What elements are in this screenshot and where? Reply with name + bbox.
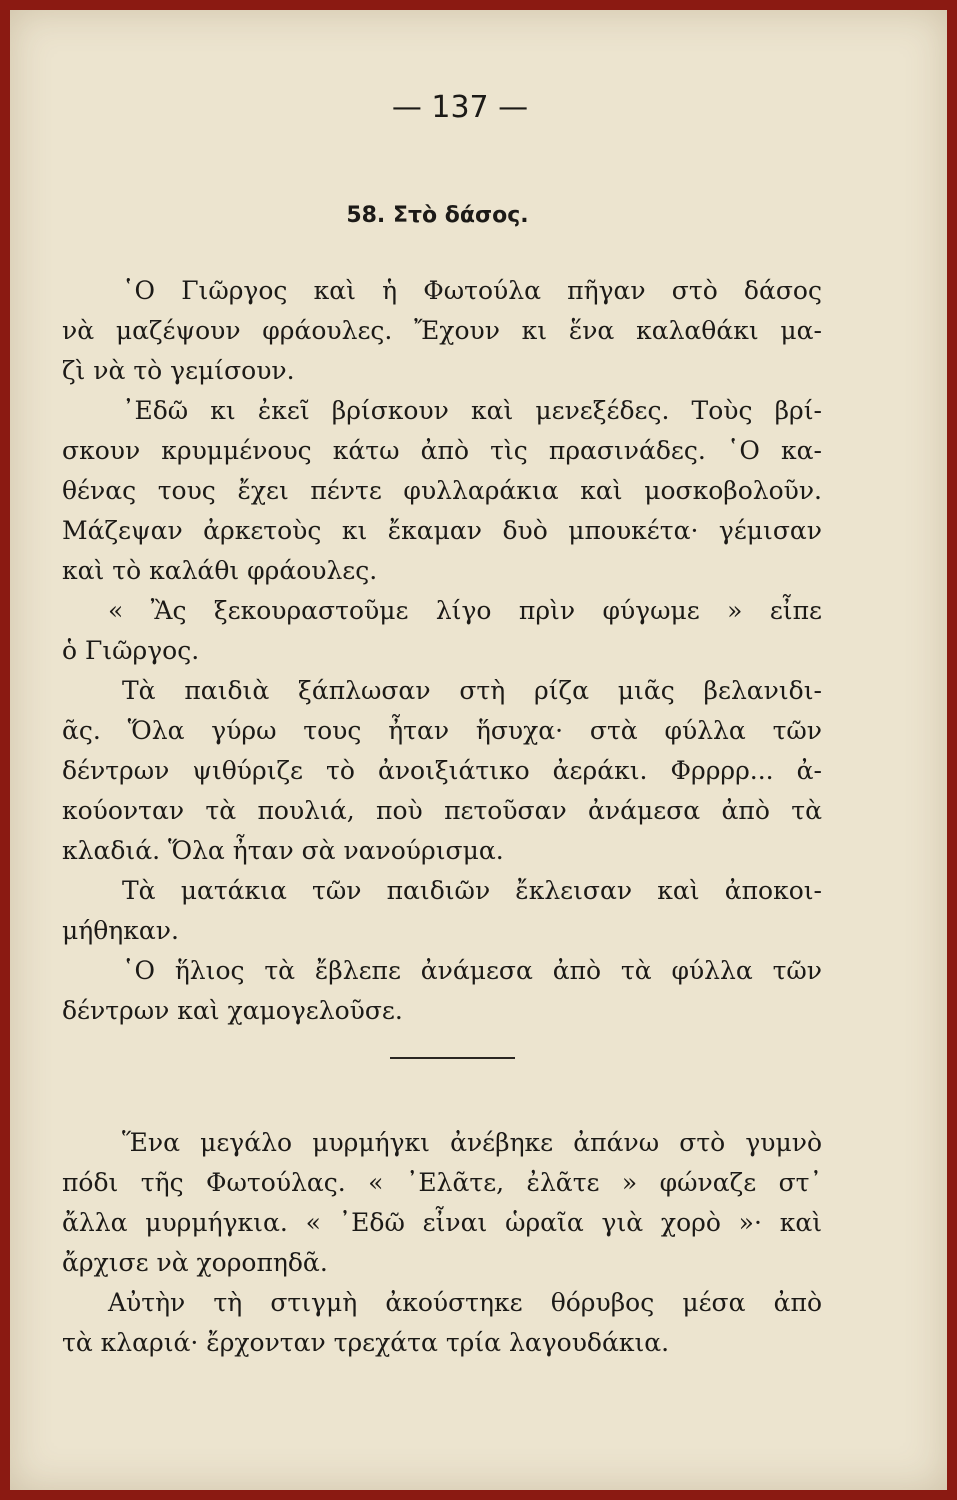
text-line: Μάζεψαν ἀρκετοὺς κι ἔκαμαν δυὸ μπουκέτα· γέμισαν xyxy=(62,516,822,545)
text-line: ῾Ο ἥλιος τὰ ἔβλεπε ἀνάμεσα ἀπὸ τὰ φύλλα τῶν xyxy=(122,956,822,985)
chapter-title: 58. Στὸ δάσος. xyxy=(346,203,529,228)
text-line: μήθηκαν. xyxy=(62,916,179,945)
text-line: δέντρων ψιθύριζε τὸ ἀνοιξιάτικο ἀεράκι. Φρρρρ... ἀ- xyxy=(62,756,822,785)
text-line: Τὰ ματάκια τῶν παιδιῶν ἔκλεισαν καὶ ἀποκοι- xyxy=(122,876,822,905)
text-line: Τὰ παιδιὰ ξάπλωσαν στὴ ρίζα μιᾶς βελανιδι- xyxy=(122,676,822,705)
text-line: ῾Ο Γιῶργος καὶ ἡ Φωτούλα πῆγαν στὸ δάσος xyxy=(122,276,822,305)
section-divider xyxy=(390,1057,515,1059)
text-line: τὰ κλαριά· ἔρχονταν τρεχάτα τρία λαγουδάκια. xyxy=(62,1328,670,1357)
text-line: ὁ Γιῶργος. xyxy=(62,636,200,665)
text-line: « Ἂς ξεκουραστοῦμε λίγο πρὶν φύγωμε » εἶπε xyxy=(108,596,822,625)
text-line: Ἕνα μεγάλο μυρμήγκι ἀνέβηκε ἀπάνω στὸ γυμνὸ xyxy=(122,1128,822,1157)
text-line: ᾶς. Ὅλα γύρω τους ἦταν ἥσυχα· στὰ φύλλα τῶν xyxy=(62,716,822,745)
text-line: δέντρων καὶ χαμογελοῦσε. xyxy=(62,996,403,1025)
text-line: νὰ μαζέψουν φράουλες. Ἔχουν κι ἕνα καλαθάκι μα- xyxy=(62,316,822,345)
page-number: — 137 — xyxy=(391,90,529,125)
text-line: κλαδιά. Ὅλα ἦταν σὰ νανούρισμα. xyxy=(62,836,504,865)
text-line: πόδι τῆς Φωτούλας. « ᾿Ελᾶτε, ἐλᾶτε » φώναζε στ᾿ xyxy=(62,1168,822,1197)
text-line: Αὐτὴν τὴ στιγμὴ ἀκούστηκε θόρυβος μέσα ἀπὸ xyxy=(108,1288,822,1317)
text-line: κούονταν τὰ πουλιά, ποὺ πετοῦσαν ἀνάμεσα ἀπὸ τὰ xyxy=(62,796,822,825)
text-line: καὶ τὸ καλάθι φράουλες. xyxy=(62,556,378,585)
text-line: σκουν κρυμμένους κάτω ἀπὸ τὶς πρασινάδες. ῾Ο κα- xyxy=(62,436,822,465)
text-line: ἄλλα μυρμήγκια. « ᾿Εδῶ εἶναι ὡραῖα γιὰ χορὸ »· καὶ xyxy=(62,1208,822,1237)
text-line: θένας τους ἔχει πέντε φυλλαράκια καὶ μοσκοβολοῦν. xyxy=(62,476,822,505)
text-line: ζὶ νὰ τὸ γεμίσουν. xyxy=(62,356,295,385)
text-line: ἄρχισε νὰ χοροπηδᾶ. xyxy=(62,1248,328,1277)
text-line: ᾿Εδῶ κι ἐκεῖ βρίσκουν καὶ μενεξέδες. Τοὺς βρί- xyxy=(122,396,822,425)
book-page xyxy=(10,10,947,1490)
